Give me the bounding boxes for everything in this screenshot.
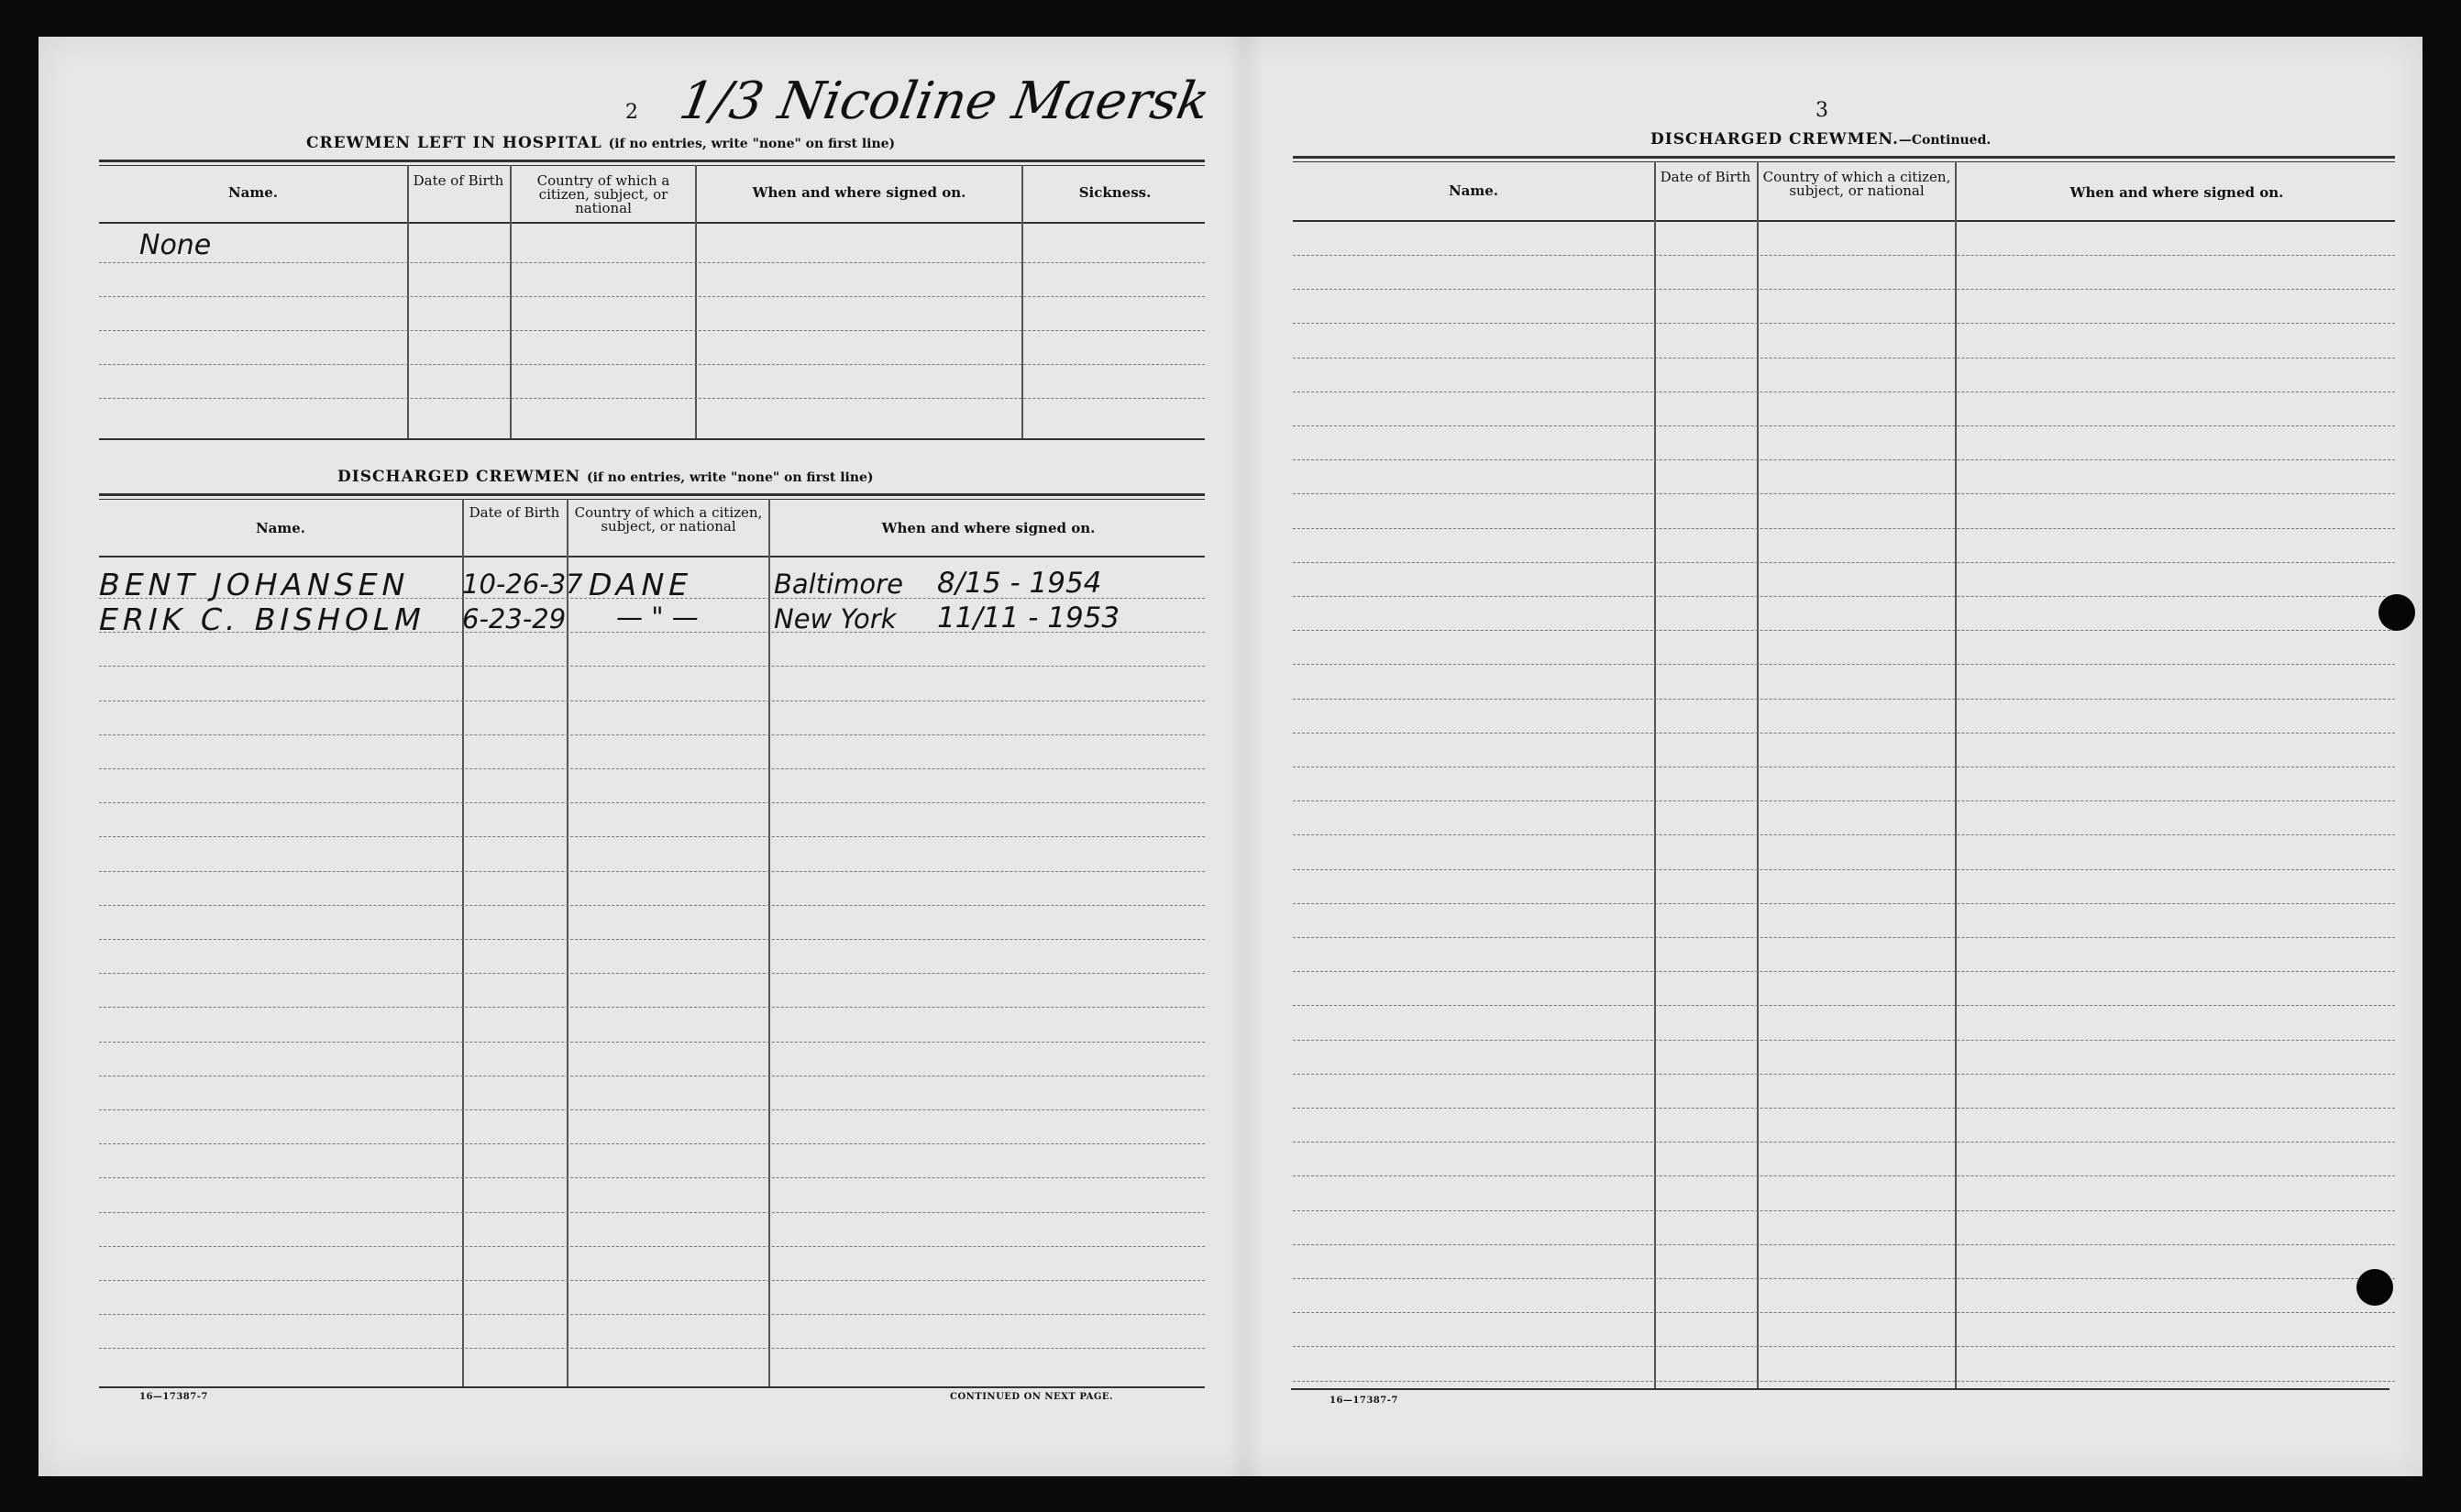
ruled-line: [99, 1348, 1205, 1349]
hospital-header-rule: [99, 222, 1205, 224]
ruled-line: [99, 262, 1205, 263]
discharged-header-signed: When and where signed on.: [881, 520, 1096, 536]
right-top-rule: [1293, 156, 2395, 162]
hospital-top-rule: [99, 160, 1205, 166]
ruled-line: [1293, 1074, 2395, 1075]
row-1-country: DANE: [584, 567, 697, 602]
hospital-subtitle: (if no entries, write "none" on first line): [608, 137, 896, 151]
ruled-line: [1293, 1244, 2395, 1245]
ruled-line: [99, 398, 1205, 399]
right-page-number: 3: [1815, 99, 1828, 122]
right-header-country: Country of which a citizen, subject, or national: [1762, 169, 1951, 199]
discharged-title: [337, 468, 874, 486]
right-col-divider: [1955, 161, 1957, 1388]
ruled-line: [1293, 937, 2395, 938]
ruled-line: [99, 666, 1205, 667]
discharged-subtitle: (if no entries, write "none" on first line): [586, 470, 874, 485]
ruled-line: [1293, 834, 2395, 835]
ruled-line: [1293, 1210, 2395, 1211]
ruled-line: [99, 1280, 1205, 1281]
ruled-line: [1293, 358, 2395, 359]
ruled-line: [99, 296, 1205, 297]
discharged-bottom-rule: [99, 1386, 1205, 1388]
ruled-line: [99, 1109, 1205, 1110]
right-title-suffix: —Continued.: [1898, 133, 1992, 148]
discharged-header-rule: [99, 556, 1205, 557]
page-fold: [1227, 37, 1264, 1476]
ruled-line: [1293, 1346, 2395, 1347]
ruled-line: [1293, 1381, 2395, 1382]
right-title-text: DISCHARGED CREWMEN.: [1650, 130, 1899, 149]
ruled-line: [1293, 630, 2395, 631]
hospital-title: [306, 134, 895, 152]
ruled-line: [1293, 528, 2395, 529]
row-1-place: Baltimore: [774, 568, 903, 600]
punch-hole: [2378, 594, 2415, 631]
right-col-divider: [1757, 161, 1759, 1388]
row-1-date: 8/15 - 1954: [937, 567, 1102, 600]
ruled-line: [99, 802, 1205, 803]
ruled-line: [99, 1177, 1205, 1178]
right-col-divider: [1654, 161, 1656, 1388]
ruled-line: [1293, 459, 2395, 460]
ruled-line: [99, 973, 1205, 974]
hospital-bottom-rule: [99, 438, 1205, 440]
ruled-line: [99, 1212, 1205, 1213]
ruled-line: [1293, 699, 2395, 700]
right-header-name: Name.: [1448, 182, 1499, 199]
row-2-place: New York: [774, 603, 897, 635]
row-2-date: 11/11 - 1953: [937, 601, 1120, 635]
hospital-entry-none: None: [139, 229, 212, 261]
right-form-number: 16—17387-7: [1330, 1396, 1398, 1406]
hospital-header-sickness: Sickness.: [1078, 184, 1152, 201]
ruled-line: [1293, 289, 2395, 290]
ruled-line: [1293, 664, 2395, 665]
ruled-line: [99, 1246, 1205, 1247]
ruled-line: [1293, 562, 2395, 563]
right-header-signed: When and where signed on.: [2069, 184, 2284, 201]
ruled-line: [99, 364, 1205, 365]
ruled-line: [1293, 493, 2395, 494]
scanned-document: [39, 37, 2422, 1476]
discharged-header-country: Country of which a citizen, subject, or national: [574, 504, 763, 535]
ruled-line: [1293, 1175, 2395, 1176]
row-2-country: — " —: [616, 601, 699, 633]
left-form-number: 16—17387-7: [139, 1392, 208, 1402]
ruled-line: [1293, 800, 2395, 801]
hospital-header-name: Name.: [227, 184, 279, 201]
ruled-line: [99, 939, 1205, 940]
discharged-top-rule: [99, 493, 1205, 500]
punch-hole: [2356, 1269, 2393, 1306]
ruled-line: [99, 1314, 1205, 1315]
ruled-line: [1293, 1312, 2395, 1313]
hospital-header-country: Country of which a citizen, subject, or national: [536, 172, 670, 216]
discharged-header-name: Name.: [255, 520, 306, 536]
ruled-line: [1293, 869, 2395, 870]
handwritten-annotation: 1/3 Nicoline Maersk: [675, 72, 1214, 131]
ruled-line: [1293, 425, 2395, 426]
ruled-line: [1293, 1040, 2395, 1041]
ruled-line: [99, 905, 1205, 906]
discharged-header-dob: Date of Birth: [469, 504, 560, 521]
hospital-header-signed: When and where signed on.: [752, 184, 966, 201]
discharged-title-text: DISCHARGED CREWMEN: [337, 468, 581, 486]
ruled-line: [99, 836, 1205, 837]
ruled-line: [1293, 323, 2395, 324]
ruled-line: [1293, 1005, 2395, 1006]
row-1-name: BENT JOHANSEN: [94, 567, 414, 602]
right-header-rule: [1293, 220, 2395, 222]
right-header-dob: Date of Birth: [1660, 169, 1751, 185]
ruled-line: [1293, 733, 2395, 734]
ruled-line: [1293, 903, 2395, 904]
right-title: [1650, 130, 1991, 149]
ruled-line: [1293, 255, 2395, 256]
ruled-line: [99, 734, 1205, 735]
continued-note: CONTINUED ON NEXT PAGE.: [950, 1392, 1114, 1402]
row-1-dob: 10-26-37: [462, 568, 583, 600]
row-2-name: ERIK C. BISHOLM: [94, 601, 429, 637]
row-2-dob: 6-23-29: [462, 603, 567, 635]
ruled-line: [1293, 971, 2395, 972]
ruled-line: [1293, 596, 2395, 597]
ruled-line: [99, 871, 1205, 872]
hospital-header-dob: Date of Birth: [413, 172, 504, 189]
ruled-line: [99, 1143, 1205, 1144]
ruled-line: [99, 330, 1205, 331]
ruled-line: [99, 1007, 1205, 1008]
right-bottom-rule: [1291, 1388, 2389, 1390]
ruled-line: [1293, 1278, 2395, 1279]
hospital-title-text: CREWMEN LEFT IN HOSPITAL: [306, 134, 602, 152]
ruled-line: [99, 768, 1205, 769]
left-page-number: 2: [625, 101, 638, 124]
ruled-line: [1293, 1108, 2395, 1109]
ruled-line: [99, 1042, 1205, 1043]
